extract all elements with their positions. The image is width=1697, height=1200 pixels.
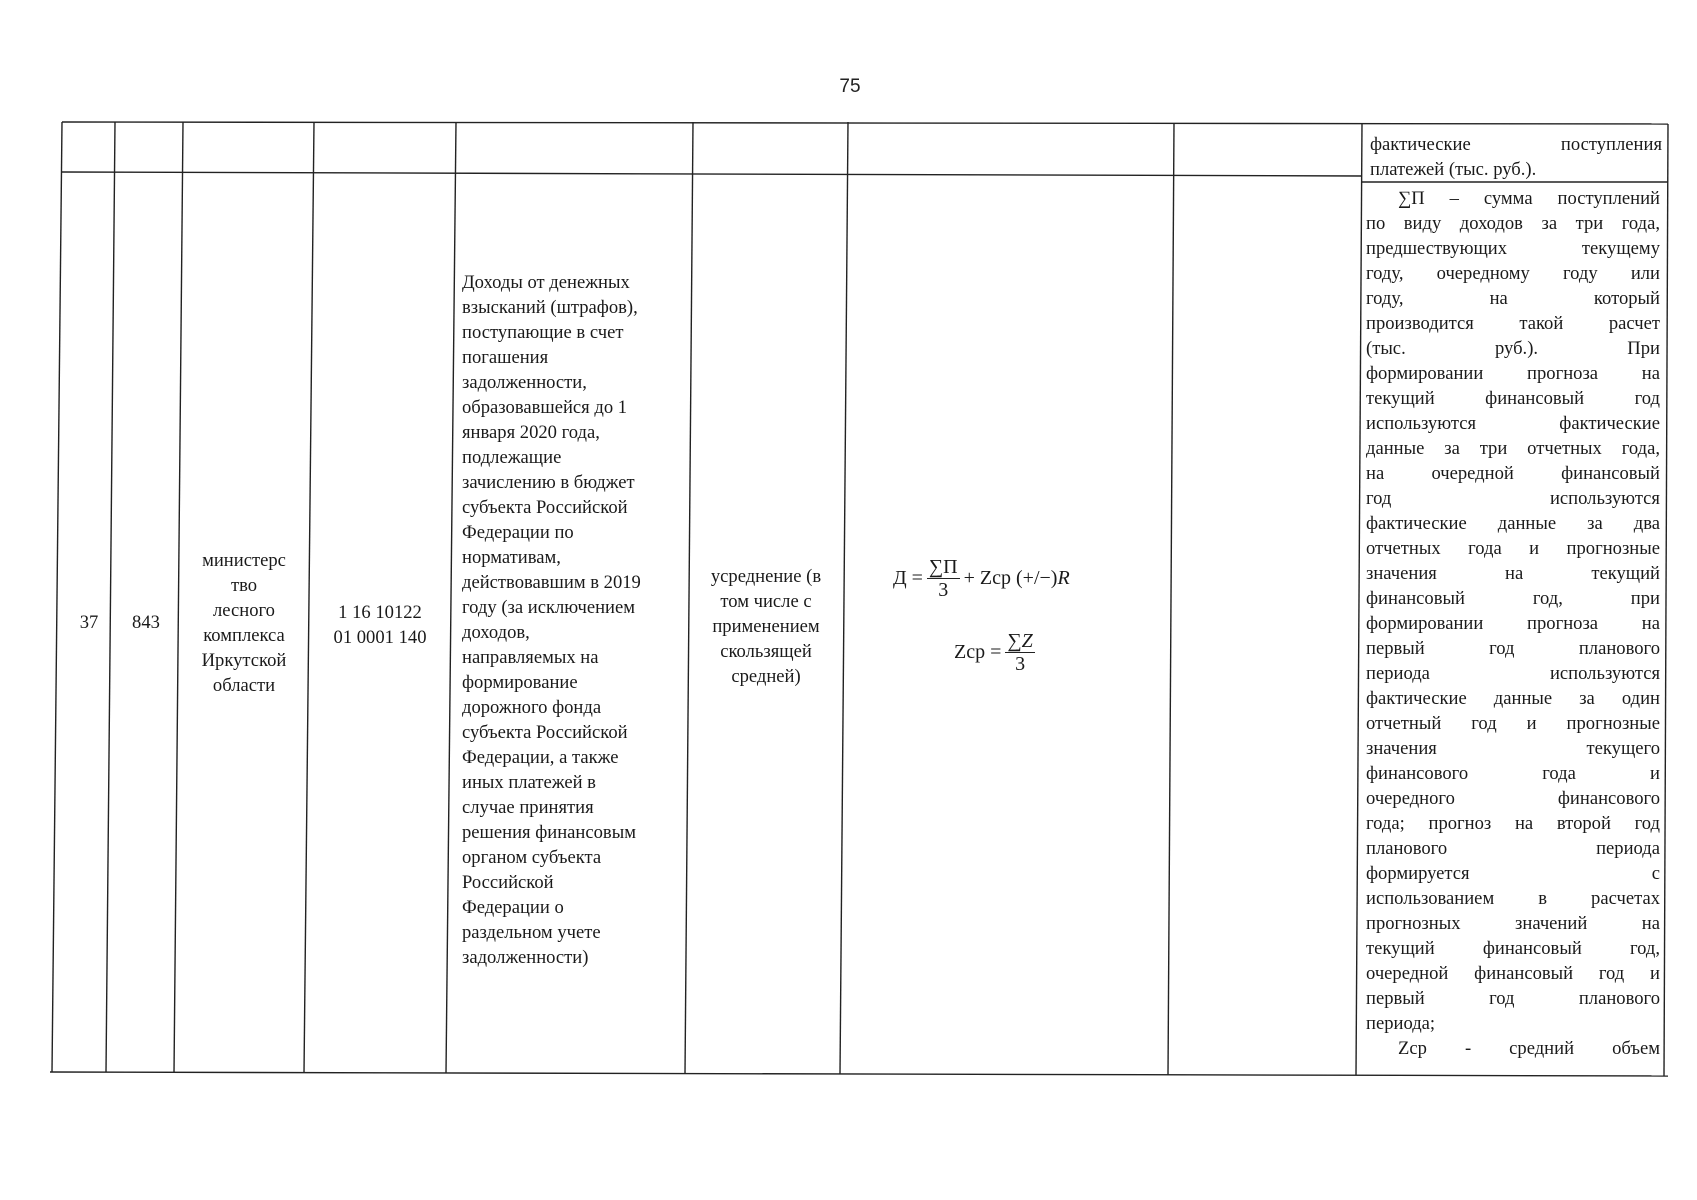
calculation-method: усреднение (в том числе с применением скользящей средней)	[710, 566, 822, 687]
income-name: Доходы от денежных взысканий (штрафов), поступающие в счет погашения задолженности, образовавшейся до 1 января 2020 года, подлежащие зачислению в бюджет субъекта Российской Федерации по нормативам, действовавшим в 2019 году (за исключением доходов, направляемых на формирование дорожного фонда субъекта Российской Федерации, а также иных платежей в случае принятия решения финансовым органом субъекта Российской Федерации о раздельном учете задолженности)	[462, 272, 641, 968]
description-line: платежей (тыс. руб.).	[1370, 159, 1537, 180]
description-line: фактические поступления	[1370, 134, 1662, 155]
fraction: $\frac{\sum П}{3}$	[928, 556, 958, 601]
kbk-code: 1 16 10122 01 0001 140	[333, 602, 427, 648]
row-number: 37	[79, 612, 99, 633]
top-row-description	[1370, 132, 1662, 182]
fraction: $\frac{\sum Z}{3}$	[1007, 630, 1033, 675]
page-number: 75	[839, 76, 861, 97]
formula-main: Д = $\frac{\sum П}{3}$ + Zср (+/−) R	[893, 556, 1070, 601]
administrator-name: министерс тво лесного комплекса Иркутской области	[201, 550, 287, 696]
formula-zcp: Zср = $\frac{\sum Z}{3}$	[954, 630, 1033, 675]
row-code: 843	[132, 612, 160, 633]
calculation-description: ∑П – сумма поступлений по виду доходов за три года, предшествующих текущему году, очередному году или году, на который производится такой расчет (тыс. руб.). При формировании прогноза на текущий финансовый год используются фактические данные за три отчетных года, на очередной финансовый год используются фактические данные за два отчетных года и прогнозные значения на текущий финансовый год, при формировании прогноза на первый год планового периода используются фактические данные за один отчетный год и прогнозные значения текущего финансового года и очередного финансового года; прогноз на второй год планового периода формируется с использованием в расчетах прогнозных значений на текущий финансовый год, очередной финансовый год и первый год планового периода; Zср - средний объем	[1366, 188, 1660, 1059]
